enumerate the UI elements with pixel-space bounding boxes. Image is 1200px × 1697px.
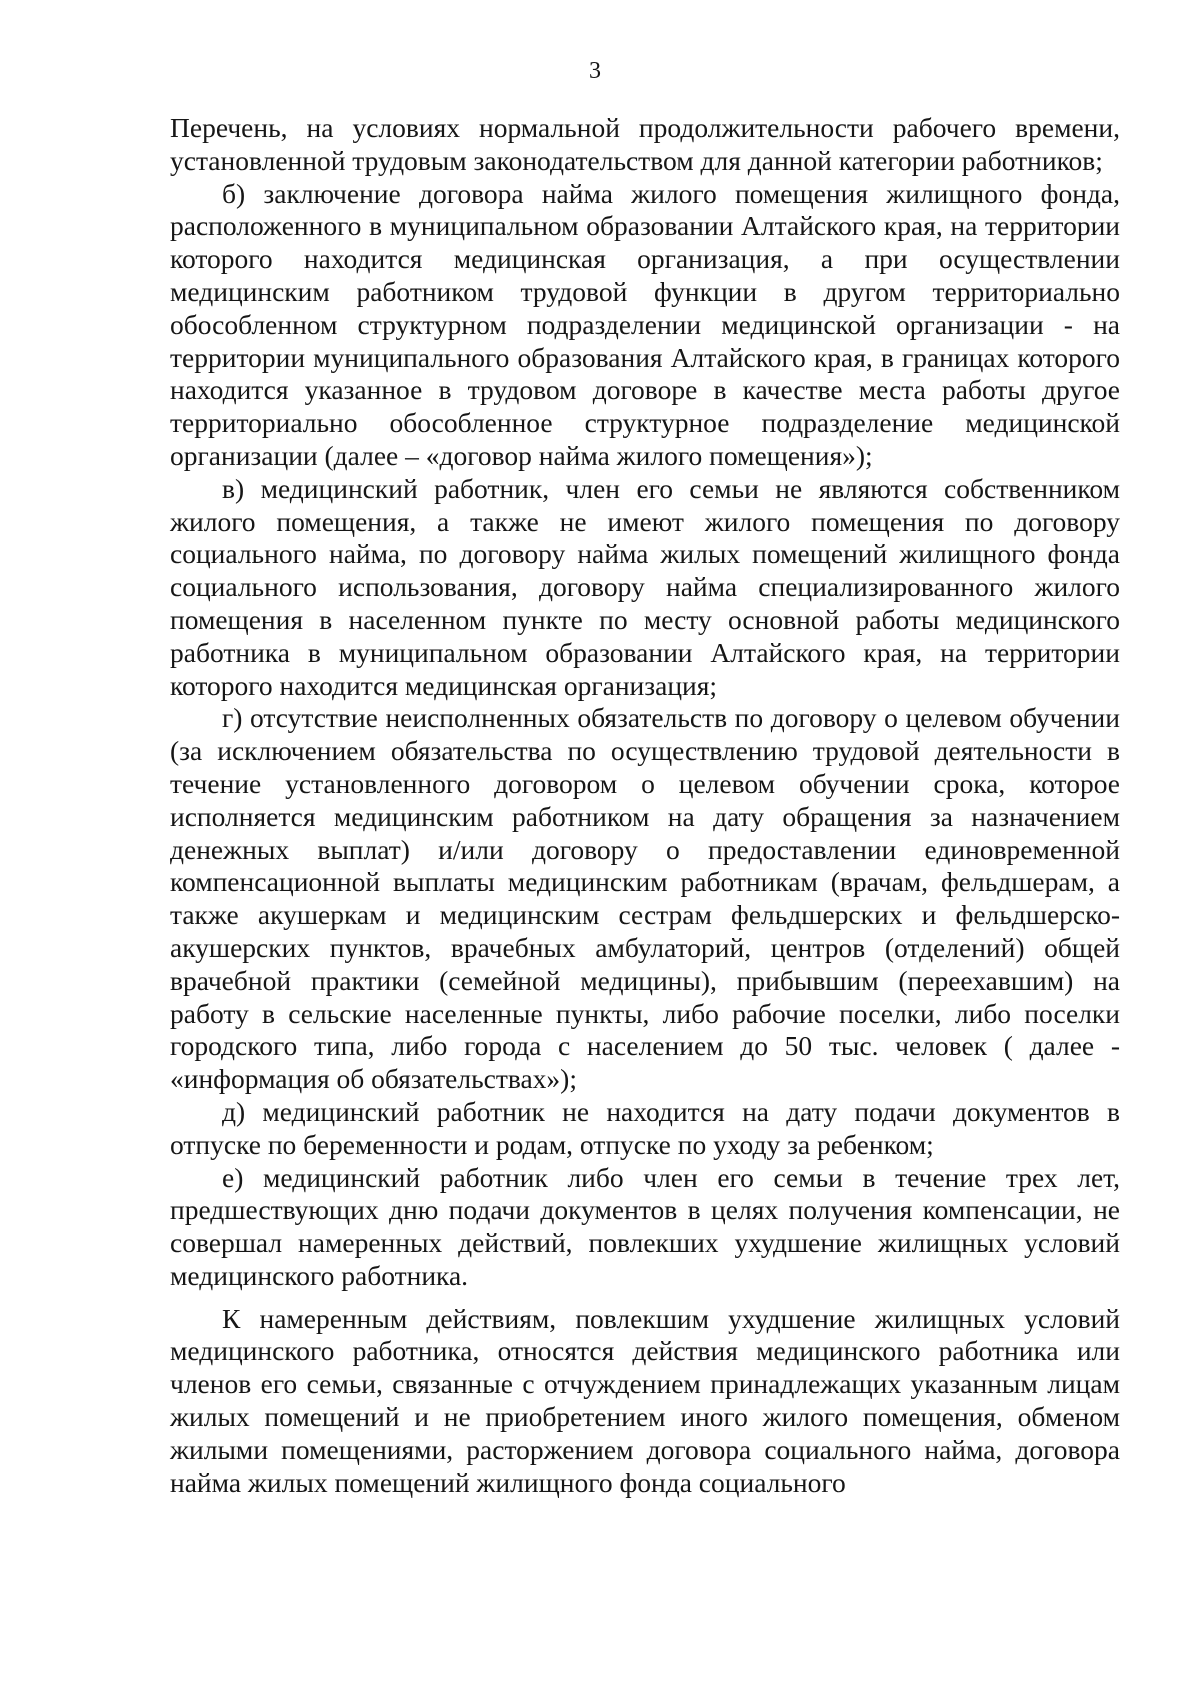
- paragraph-g: г) отсутствие неисполненных обязательств по договору о целевом обучении (за исключением обязательства по осуществлению трудовой деятельности в течение установленного договором о целевом обучении срока, которое исполняется медицинским работником на дату обращения за назначением денежных выплат) и/или договору о предоставлении единовременной компенсационной выплаты медицинским работникам (врачам, фельдшерам, а также акушеркам и медицинским сестрам фельдшерских и фельдшерско-акушерских пунктов, врачебных амбулаторий, центров (отделений) общей врачебной практики (семейной медицины), прибывшим (переехавшим) на работу в сельские населенные пункты, либо рабочие поселки, либо поселки городского типа, либо города с населением до 50 тыс. человек ( далее - «информация об обязательствах»);: [170, 702, 1120, 1095]
- document-body: [170, 112, 1120, 1499]
- paragraph-v: в) медицинский работник, член его семьи не являются собственником жилого помещения, а также не имеют жилого помещения по договору социального найма, по договору найма жилых помещений жилищного фонда социального использования, договору найма специализированного жилого помещения в населенном пункте по месту основной работы медицинского работника в муниципальном образовании Алтайского края, на территории которого находится медицинская организация;: [170, 472, 1120, 701]
- paragraph-e: е) медицинский работник либо член его семьи в течение трех лет, предшествующих дню подачи документов в целях получения компенсации, не совершал намеренных действий, повлекших ухудшение жилищных условий медицинского работника.: [170, 1161, 1120, 1291]
- paragraph-intentional-actions: К намеренным действиям, повлекшим ухудшение жилищных условий медицинского работника, относятся действия медицинского работника или членов его семьи, связанные с отчуждением принадлежащих указанным лицам жилых помещений и не приобретением иного жилого помещения, обменом жилыми помещениями, расторжением договора социального найма, договора найма жилых помещений жилищного фонда социального: [170, 1302, 1120, 1498]
- page-number: 3: [589, 58, 601, 84]
- paragraph-d: д) медицинский работник не находится на дату подачи документов в отпуске по беременности и родам, отпуске по уходу за ребенком;: [170, 1095, 1120, 1160]
- paragraph-b: б) заключение договора найма жилого помещения жилищного фонда, расположенного в муниципальном образовании Алтайского края, на территории которого находится медицинская организация, а при осуществлении медицинским работником трудовой функции в другом территориально обособленном структурном подразделении медицинской организации - на территории муниципального образования Алтайского края, в границах которого находится указанное в трудовом договоре в качестве места работы другое территориально обособленное структурное подразделение медицинской организации (далее – «договор найма жилого помещения»);: [170, 177, 1120, 471]
- paragraph-continuation: Перечень, на условиях нормальной продолжительности рабочего времени, установленной трудовым законодательством для данной категории работников;: [170, 112, 1120, 176]
